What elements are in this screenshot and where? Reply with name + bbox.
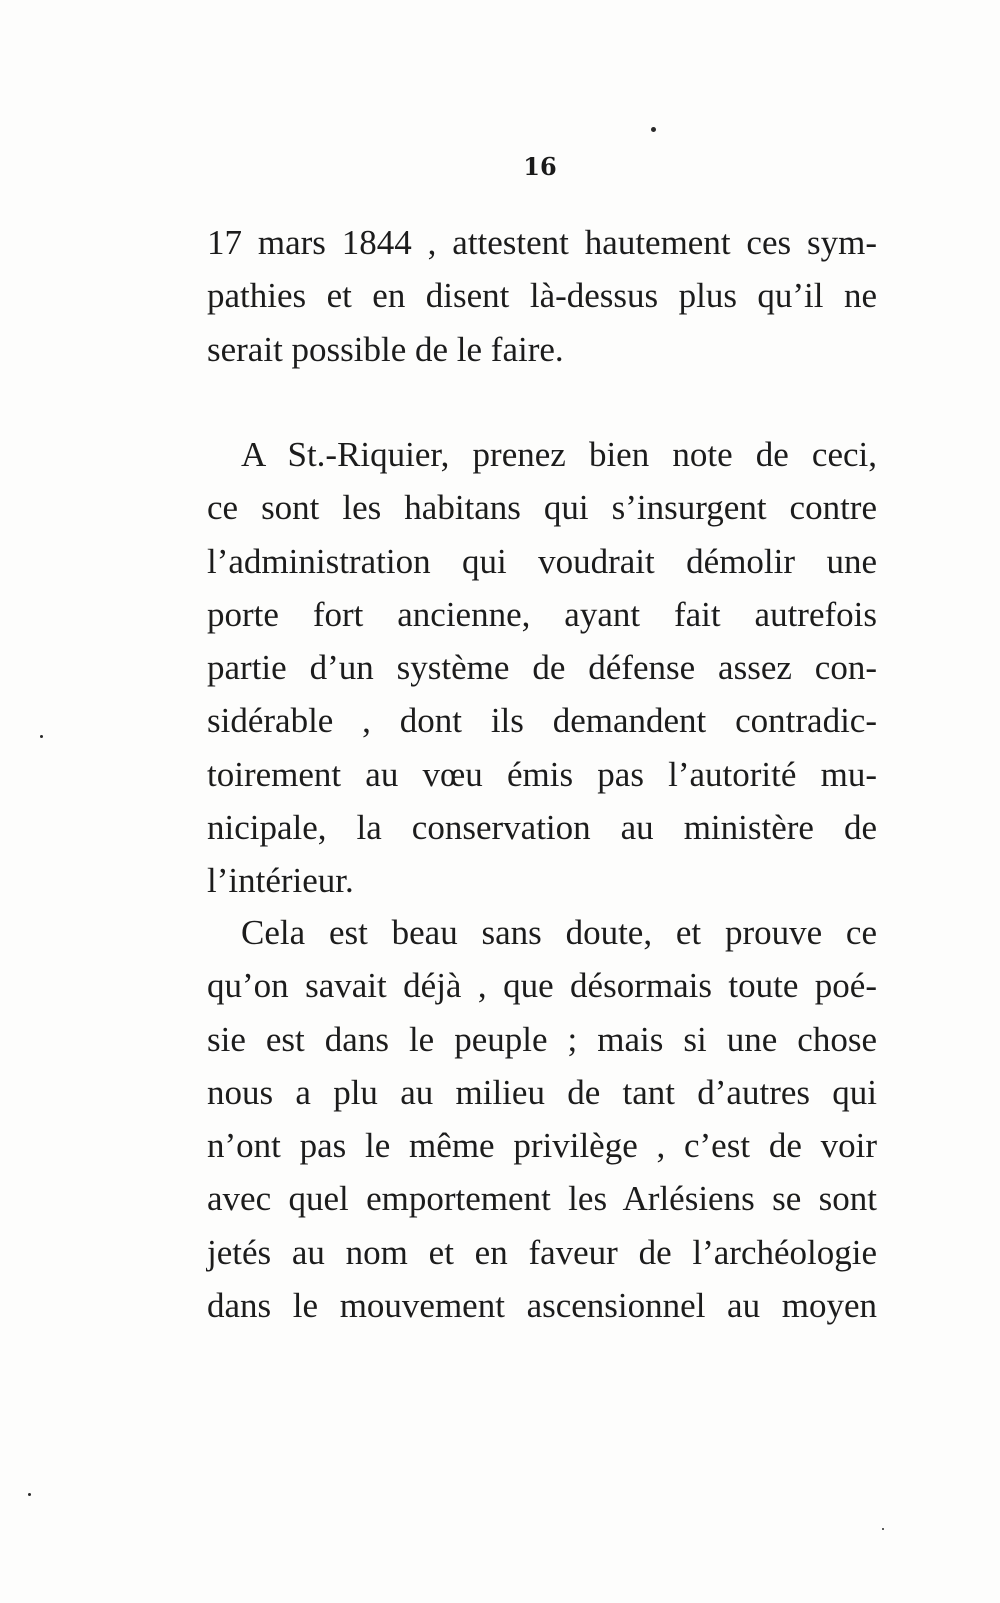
paragraph-3 — [207, 906, 877, 1332]
text-line: sidérable , dont ils demandent contradic- — [207, 701, 877, 741]
text-line: nous a plu au milieu de tant d’autres qui — [207, 1072, 877, 1112]
ink-speck — [28, 1493, 31, 1496]
text-line: avec quel emportement les Arlésiens se sont — [207, 1179, 877, 1219]
text-line: A St.-Riquier, prenez bien note de ceci, — [241, 435, 877, 474]
text-line: serait possible de le faire. — [207, 329, 564, 369]
paragraph-2 — [207, 428, 877, 908]
text-line: pathies et en disent là-dessus plus qu’il ne — [207, 276, 877, 316]
text-line: l’intérieur. — [207, 861, 354, 901]
text-line: jetés au nom et en faveur de l’archéologie — [207, 1232, 877, 1272]
text-line: partie d’un système de défense assez con- — [207, 648, 877, 688]
text-line: ce sont les habitans qui s’insurgent contre — [207, 488, 877, 528]
ink-speck — [40, 735, 43, 738]
text-line: l’administration qui voudrait démolir une — [207, 541, 877, 581]
text-line: toirement au vœu émis pas l’autorité mu- — [207, 754, 877, 794]
text-line: sie est dans le peuple ; mais si une chose — [207, 1019, 877, 1059]
text-line: Cela est beau sans doute, et prouve ce — [241, 913, 877, 952]
text-line: qu’on savait déjà , que désormais toute poé- — [207, 966, 877, 1006]
page-number: 16 — [523, 152, 557, 181]
text-line: porte fort ancienne, ayant fait autrefois — [207, 594, 877, 634]
text-line: dans le mouvement ascensionnel au moyen — [207, 1286, 877, 1326]
ink-speck — [882, 1528, 884, 1530]
ink-speck — [651, 127, 656, 132]
text-line: n’ont pas le même privilège , c’est de voir — [207, 1126, 877, 1166]
paragraph-1 — [207, 216, 877, 376]
text-line: 17 mars 1844 , attestent hautement ces sym- — [207, 223, 877, 262]
text-line: nicipale, la conservation au ministère de — [207, 808, 877, 848]
